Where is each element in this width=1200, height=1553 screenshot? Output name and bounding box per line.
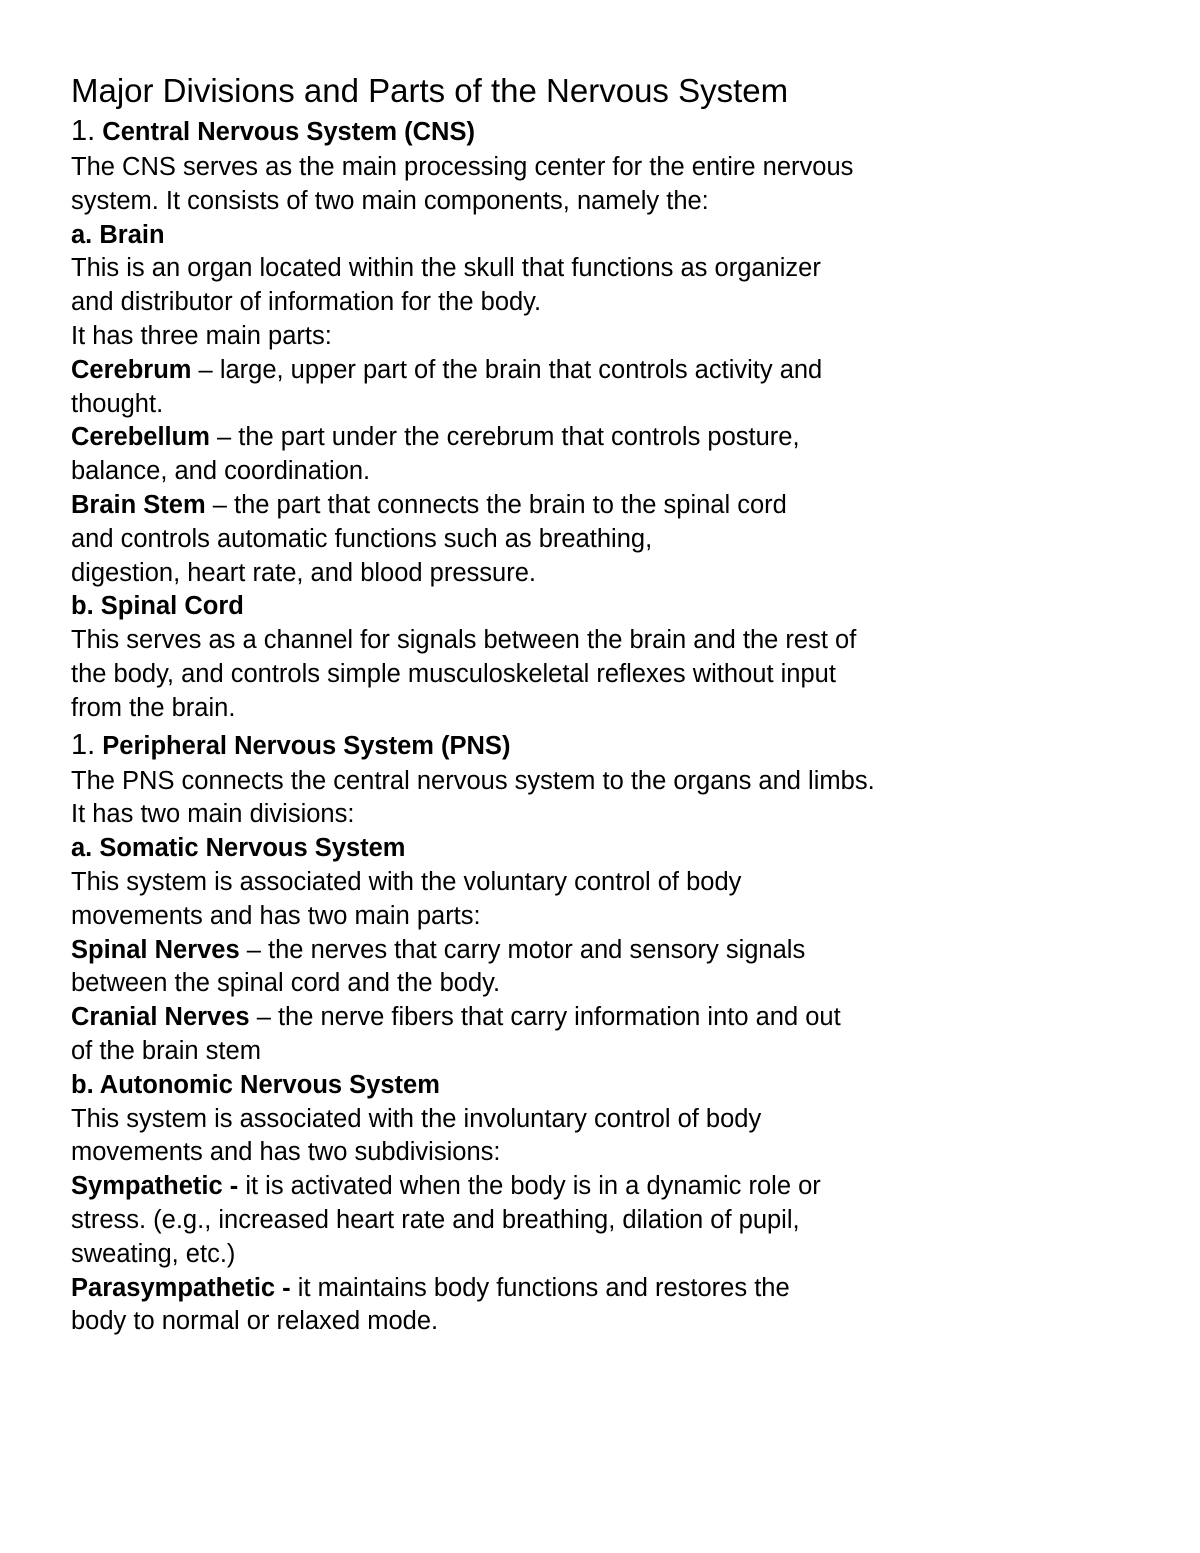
cns-heading (71, 112, 1171, 151)
cns-number: 1. (71, 115, 96, 147)
somatic-line: This system is associated with the voluntary control of body (71, 867, 742, 896)
parasympathetic-item (71, 1272, 1171, 1306)
autonomic-line: movements and has two subdivisions: (71, 1138, 501, 1167)
cerebellum-term: Cerebellum (71, 423, 210, 452)
pns-intro-line: It has two main divisions: (71, 800, 355, 829)
spinal-nerves-term: Spinal Nerves (71, 935, 240, 964)
cns-intro-line: The CNS serves as the main processing center for the entire nervous (71, 153, 854, 181)
pns-intro-line: The PNS connects the central nervous system to the organs and limbs. (71, 766, 875, 795)
spinal-cord-line: from the brain. (71, 693, 236, 722)
brain-stem-text: the part that connects the brain to the spinal cord (233, 490, 787, 519)
pns-number: 1. (71, 728, 96, 761)
somatic-line: movements and has two main parts: (71, 901, 481, 930)
autonomic-heading: b. Autonomic Nervous System (71, 1070, 440, 1099)
cerebrum-text: large, upper part of the brain that controls activity and (219, 355, 823, 384)
cranial-nerves-text: the nerve fibers that carry information into and out (277, 1003, 841, 1032)
sympathetic-item (71, 1170, 1171, 1204)
brain-stem-cont: digestion, heart rate, and blood pressure. (71, 558, 536, 587)
brain-stem-cont: and controls automatic functions such as breathing, (71, 524, 653, 553)
parasympathetic-cont: body to normal or relaxed mode. (71, 1307, 439, 1336)
cranial-nerves-term: Cranial Nerves (71, 1003, 250, 1032)
cerebellum-item: Cerebellum – the part under the cerebrum that controls posture, (71, 423, 800, 452)
cns-heading-text: Central Nervous System (CNS) (102, 118, 475, 146)
brain-line: and distributor of information for the body. (71, 288, 542, 317)
autonomic-line: This system is associated with the involuntary control of body (71, 1104, 762, 1133)
cranial-nerves-cont: of the brain stem (71, 1036, 261, 1065)
pns-heading-text: Peripheral Nervous System (PNS) (102, 731, 511, 760)
spinal-nerves-item: Spinal Nerves – the nerves that carry motor and sensory signals (71, 935, 806, 964)
cranial-nerves-item: Cranial Nerves – the nerve fibers that carry information into and out (71, 1003, 841, 1032)
cerebellum-text: the part under the cerebrum that controls posture, (238, 423, 800, 452)
spinal-cord-heading: b. Spinal Cord (71, 592, 244, 621)
spinal-cord-line: This serves as a channel for signals between the brain and the rest of (71, 626, 857, 655)
sympathetic-term: Sympathetic - (71, 1172, 239, 1201)
sympathetic-cont: sweating, etc.) (71, 1239, 236, 1268)
document-title: Major Divisions and Parts of the Nervous System (71, 72, 789, 109)
spinal-cord-line: the body, and controls simple musculoskeletal reflexes without input (71, 659, 836, 688)
spinal-nerves-cont: between the spinal cord and the body. (71, 969, 501, 998)
sympathetic-cont: stress. (e.g., increased heart rate and breathing, dilation of pupil, (71, 1205, 800, 1234)
cerebrum-term: Cerebrum (71, 355, 192, 384)
somatic-heading: a. Somatic Nervous System (71, 834, 406, 863)
parasympathetic-term: Parasympathetic - (71, 1273, 291, 1302)
cerebrum-item: Cerebrum – large, upper part of the brain that controls activity and (71, 355, 823, 384)
brain-stem-term: Brain Stem (71, 490, 206, 519)
brain-line: This is an organ located within the skull that functions as organizer (71, 254, 821, 283)
document-page (71, 70, 1171, 1339)
parasympathetic-text: it maintains body functions and restores the (297, 1273, 790, 1302)
brain-stem-item: Brain Stem – the part that connects the brain to the spinal cord (71, 490, 787, 519)
cerebrum-cont: thought. (71, 389, 164, 418)
brain-heading: a. Brain (71, 220, 165, 249)
cerebellum-cont: balance, and coordination. (71, 457, 371, 486)
cns-intro-line: system. It consists of two main components, namely the: (71, 186, 709, 215)
brain-line: It has three main parts: (71, 321, 332, 350)
spinal-nerves-text: the nerves that carry motor and sensory signals (268, 935, 806, 964)
pns-heading (71, 726, 1171, 765)
sympathetic-text: it is activated when the body is in a dynamic role or (245, 1172, 821, 1201)
